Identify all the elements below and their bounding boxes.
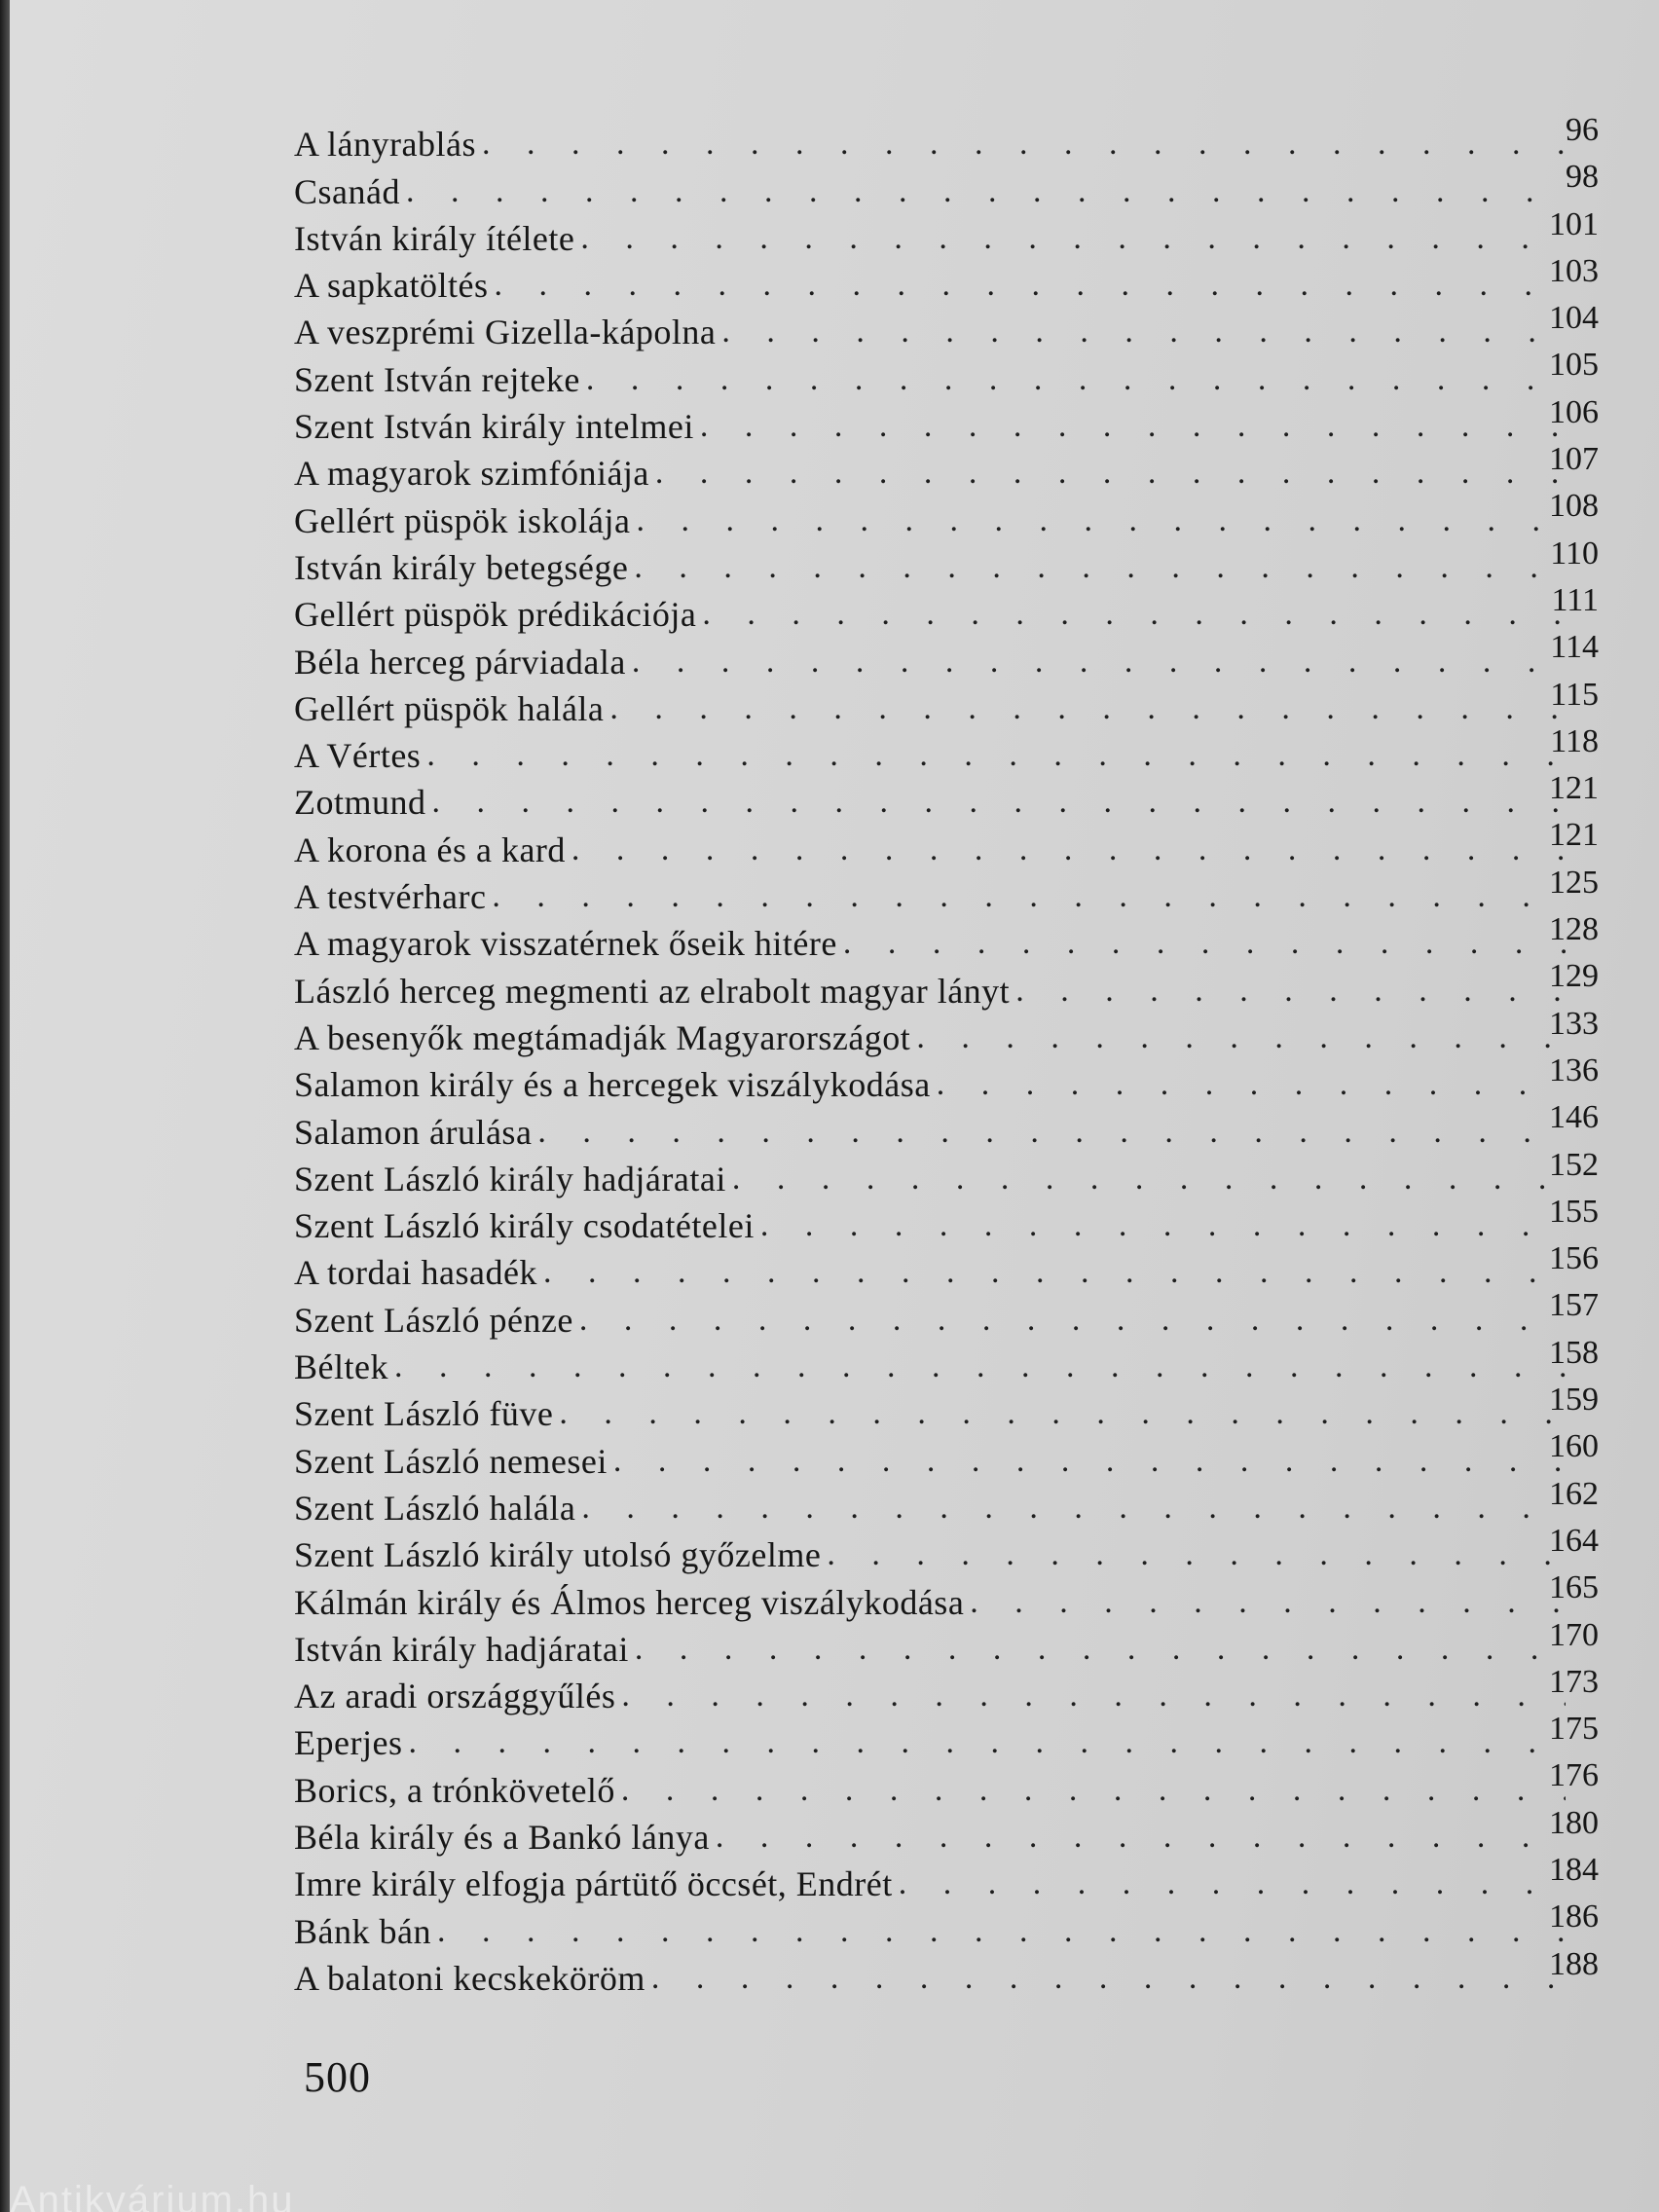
toc-entry-title: Szent László király csodatételei (294, 1206, 755, 1246)
toc-entry-title: Béla király és a Bankó lánya (294, 1817, 710, 1857)
toc-entry (294, 300, 1599, 353)
dot-leader (732, 1158, 1566, 1200)
toc-entry-page: 103 (1549, 252, 1599, 289)
toc-entry (294, 1005, 1599, 1059)
toc-entry-title: Gellért püspök halála (294, 688, 605, 728)
toc-entry-title: A Vértes (294, 736, 422, 776)
toc-entry-title: Salamon árulása (294, 1112, 533, 1152)
toc-entry-page: 173 (1549, 1663, 1599, 1700)
dot-leader (716, 1816, 1566, 1859)
toc-entry-page: 155 (1549, 1193, 1599, 1230)
dot-leader (613, 1440, 1566, 1483)
dot-leader (655, 452, 1566, 495)
dot-leader (394, 1346, 1566, 1388)
toc-entry-title: A korona és a kard (294, 830, 566, 869)
dot-leader (899, 1862, 1566, 1905)
toc-entry (294, 252, 1599, 307)
toc-entry-title: A testvérharc (294, 877, 487, 917)
page-left-edge (0, 0, 10, 2212)
toc-entry (294, 581, 1599, 636)
toc-entry (294, 1475, 1599, 1530)
dot-leader (537, 1111, 1566, 1154)
toc-entry-title: Kálmán király és Álmos herceg viszálykodása (294, 1582, 965, 1622)
dot-leader (492, 875, 1566, 918)
toc-entry-title: István király hadjáratai (294, 1629, 629, 1669)
toc-entry-page: 121 (1549, 817, 1599, 854)
dot-leader (609, 687, 1566, 730)
dot-leader (636, 499, 1566, 542)
toc-entry-page: 184 (1549, 1851, 1599, 1888)
toc-entry (294, 159, 1599, 212)
toc-entry (294, 1804, 1599, 1859)
toc-entry-title: Csanád (294, 171, 400, 211)
toc-entry-title: Szent István király intelmei (294, 407, 694, 447)
toc-entry-page: 101 (1549, 205, 1599, 242)
toc-entry (294, 112, 1599, 166)
toc-entry-page: 165 (1549, 1569, 1599, 1606)
toc-entry-title: Gellért püspök prédikációja (294, 595, 697, 635)
toc-entry (294, 1428, 1599, 1482)
toc-entry-page: 170 (1549, 1616, 1599, 1653)
toc-entry-page: 129 (1549, 958, 1599, 995)
dot-leader (1015, 970, 1566, 1013)
dot-leader (634, 546, 1566, 589)
toc-entry (294, 1851, 1599, 1905)
toc-entry (294, 770, 1599, 824)
toc-entry (294, 1899, 1599, 1952)
toc-entry-page: 162 (1549, 1475, 1599, 1512)
dot-leader (760, 1204, 1566, 1247)
toc-entry-page: 180 (1549, 1804, 1599, 1841)
table-of-contents (294, 112, 1599, 2000)
toc-entry-title: Imre király elfogja pártütő öccsét, Endrét (294, 1864, 893, 1904)
toc-entry-page: 106 (1549, 393, 1599, 430)
toc-entry-title: A besenyők megtámadják Magyarországot (294, 1017, 911, 1057)
toc-entry-title: A magyarok szimfóniája (294, 454, 649, 494)
toc-entry-title: István király ítélete (294, 218, 575, 258)
dot-leader (437, 1910, 1566, 1953)
toc-entry (294, 1146, 1599, 1200)
toc-entry-title: A sapkatöltés (294, 266, 489, 306)
toc-entry (294, 1240, 1599, 1294)
toc-entry-page: 118 (1550, 722, 1599, 759)
toc-entry-page: 133 (1549, 1005, 1599, 1042)
toc-entry-title: A tordai hasadék (294, 1253, 537, 1293)
toc-entry (294, 1945, 1599, 2000)
toc-entry-page: 159 (1549, 1382, 1599, 1419)
toc-entry (294, 1382, 1599, 1435)
toc-entry-page: 157 (1549, 1287, 1599, 1324)
toc-entry-page: 107 (1549, 441, 1599, 478)
toc-entry (294, 441, 1599, 495)
dot-leader (426, 734, 1566, 777)
toc-entry-page: 125 (1549, 864, 1599, 901)
toc-entry-title: Bánk bán (294, 1911, 431, 1951)
toc-entry-title: Béltek (294, 1347, 388, 1387)
dot-leader (916, 1016, 1566, 1059)
toc-entry-page: 158 (1549, 1334, 1599, 1371)
dot-leader (579, 1299, 1566, 1342)
toc-entry (294, 488, 1599, 541)
toc-entry-page: 136 (1549, 1051, 1599, 1088)
toc-entry-page: 98 (1566, 159, 1599, 196)
toc-entry-page: 176 (1549, 1757, 1599, 1794)
dot-leader (406, 170, 1566, 213)
toc-entry-title: Szent László halála (294, 1488, 576, 1528)
toc-entry-title: Eperjes (294, 1723, 403, 1763)
dot-leader (432, 781, 1567, 824)
toc-entry-title: A magyarok visszatérnek őseik hitére (294, 924, 837, 964)
dot-leader (494, 264, 1566, 307)
dot-leader (580, 217, 1566, 260)
toc-entry-title: Szent László nemesei (294, 1441, 608, 1481)
toc-entry-page: 110 (1550, 535, 1599, 571)
toc-entry (294, 911, 1599, 965)
toc-entry-title: Az aradi országgyűlés (294, 1677, 616, 1716)
toc-entry-page: 96 (1566, 112, 1599, 148)
dot-leader (632, 641, 1566, 683)
dot-leader (651, 1957, 1566, 2000)
toc-entry (294, 722, 1599, 777)
toc-entry (294, 817, 1599, 870)
toc-entry-page: 121 (1549, 770, 1599, 807)
toc-entry (294, 535, 1599, 589)
toc-entry-title: Zotmund (294, 783, 426, 823)
toc-entry-title: Szent László pénze (294, 1300, 573, 1340)
toc-entry (294, 393, 1599, 448)
toc-entry (294, 1522, 1599, 1576)
toc-entry (294, 958, 1599, 1012)
dot-leader (937, 1063, 1566, 1106)
toc-entry (294, 676, 1599, 730)
toc-entry-page: 156 (1549, 1240, 1599, 1277)
dot-leader (482, 123, 1566, 166)
dot-leader (827, 1533, 1566, 1576)
toc-entry-page: 186 (1549, 1899, 1599, 1936)
toc-entry (294, 1051, 1599, 1106)
toc-entry-page: 104 (1549, 300, 1599, 337)
toc-entry-page: 128 (1549, 911, 1599, 948)
dot-leader (635, 1628, 1566, 1671)
toc-entry-title: Szent István rejteke (294, 359, 580, 399)
toc-entry (294, 1711, 1599, 1764)
toc-entry-page: 160 (1549, 1428, 1599, 1465)
toc-entry-page: 188 (1549, 1945, 1599, 1982)
dot-leader (843, 922, 1566, 965)
watermark: Antikvárium.hu (10, 2179, 295, 2212)
toc-entry-title: Szent László király hadjáratai (294, 1159, 726, 1198)
dot-leader (702, 593, 1566, 636)
toc-entry-page: 146 (1549, 1099, 1599, 1136)
toc-entry (294, 864, 1599, 918)
toc-entry-page: 152 (1549, 1146, 1599, 1183)
toc-entry-page: 175 (1549, 1711, 1599, 1748)
toc-entry (294, 347, 1599, 400)
dot-leader (721, 311, 1566, 353)
toc-entry-page: 108 (1549, 488, 1599, 525)
toc-entry-page: 105 (1549, 347, 1599, 384)
toc-entry (294, 1569, 1599, 1623)
toc-entry (294, 205, 1599, 260)
toc-entry-page: 115 (1550, 676, 1599, 713)
dot-leader (543, 1251, 1566, 1294)
toc-entry (294, 1616, 1599, 1671)
toc-entry-title: Gellért püspök iskolája (294, 500, 631, 540)
dot-leader (586, 358, 1566, 401)
dot-leader (970, 1581, 1566, 1624)
toc-entry (294, 1663, 1599, 1717)
dot-leader (621, 1675, 1566, 1717)
toc-entry-page: 164 (1549, 1522, 1599, 1559)
toc-entry (294, 1334, 1599, 1388)
toc-entry-page: 111 (1551, 581, 1599, 618)
toc-entry (294, 629, 1599, 682)
toc-entry-title: A veszprémi Gizella-kápolna (294, 313, 717, 352)
toc-entry-page: 114 (1550, 629, 1599, 666)
toc-entry-title: István király betegsége (294, 547, 629, 587)
dot-leader (581, 1487, 1566, 1530)
dot-leader (621, 1769, 1566, 1812)
toc-entry-title: Szent László király utolsó győzelme (294, 1535, 822, 1575)
toc-entry-title: Salamon király és a hercegek viszálykodása (294, 1065, 931, 1105)
toc-entry-title: Szent László füve (294, 1394, 554, 1434)
toc-entry (294, 1757, 1599, 1811)
page-number: 500 (304, 2053, 371, 2101)
dot-leader (408, 1721, 1566, 1764)
toc-entry (294, 1193, 1599, 1247)
toc-entry-title: László herceg megmenti az elrabolt magyar lányt (294, 971, 1011, 1011)
toc-entry-title: A lányrablás (294, 125, 476, 165)
toc-entry (294, 1099, 1599, 1153)
document-page (10, 0, 1659, 2212)
dot-leader (559, 1392, 1566, 1435)
toc-entry-title: Borics, a trónkövetelő (294, 1770, 615, 1810)
toc-entry (294, 1287, 1599, 1341)
toc-entry-title: A balatoni kecskeköröm (294, 1958, 645, 1998)
dot-leader (700, 405, 1566, 448)
dot-leader (571, 829, 1566, 871)
toc-entry-title: Béla herceg párviadala (294, 642, 626, 682)
